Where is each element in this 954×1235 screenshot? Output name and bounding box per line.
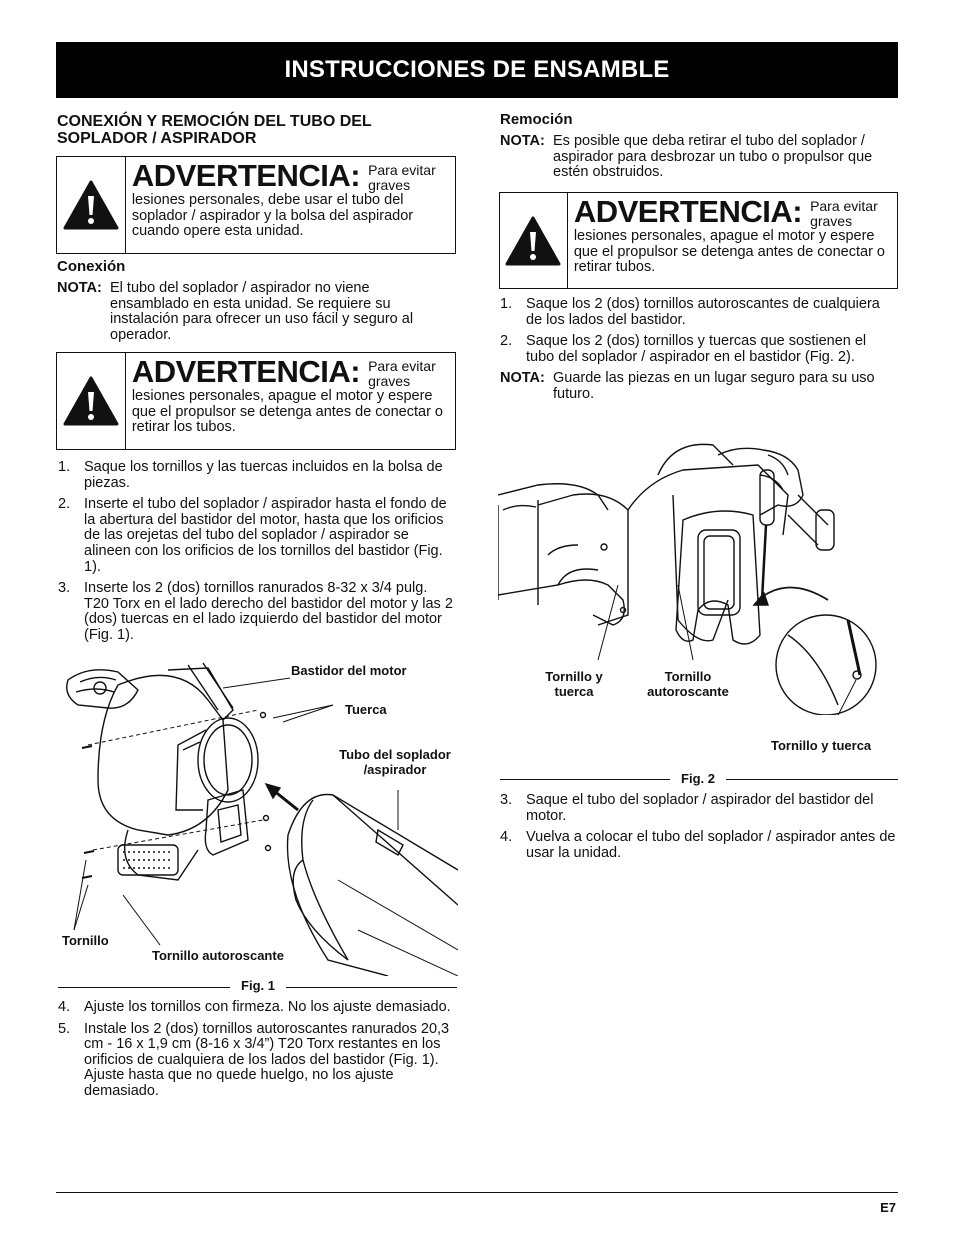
nota-conexion xyxy=(57,281,452,343)
warning-triangle-icon xyxy=(504,215,562,267)
warning-box-2 xyxy=(56,352,456,450)
warning-triangle-icon xyxy=(62,375,120,427)
list-item: 1. Saque los 2 (dos) tornillos autoroscantes de cualquiera de los lados del bastidor. xyxy=(500,296,880,328)
page-number: E7 xyxy=(880,1200,896,1215)
warning-lead: Para evitar graves xyxy=(368,358,436,389)
fig2-label-autoroscante: Tornillo autoroscante xyxy=(647,669,729,699)
list-item: 5. Instale los 2 (dos) tornillos autoroscantes ranurados 20,3 cm - 16 x 1,9 cm (8-16 x 3/4”) T20 Torx restantes en los orificios de cualquiera de los lados del bastidor (Fig. 1). Ajuste hasta que no quede huelgo, no los ajuste demasiado. xyxy=(58,1020,450,1099)
warning-text: lesiones personales, debe usar el tubo del soplador / aspirador y la bolsa del aspirador cuando opere esta unidad. xyxy=(131,192,414,240)
section-title: CONEXIÓN Y REMOCIÓN DEL TUBO DEL SOPLADOR / ASPIRADOR xyxy=(57,113,372,147)
warning-lead: Para evitar graves xyxy=(810,198,878,229)
list-item: 4. Ajuste los tornillos con firmeza. No los ajuste demasiado. xyxy=(58,999,451,1015)
nota-label: NOTA: xyxy=(57,280,102,296)
list-item: 3. Inserte los 2 (dos) tornillos ranurados 8-32 x 3/4 pulg. T20 Torx en el lado derecho del bastidor del motor y las 2 (dos) tuercas en el lado izquierdo del bastidor del motor (Fig. 1). xyxy=(58,580,453,643)
fig1-illustration xyxy=(58,660,458,976)
divider xyxy=(286,987,457,988)
warning-text: lesiones personales, apague el motor y espere que el propulsor se detenga antes de conectar o retirar tubos. xyxy=(573,228,885,276)
page-header xyxy=(56,42,898,98)
fig1-label-autoroscante: Tornillo autoroscante xyxy=(152,948,284,963)
divider xyxy=(58,987,230,988)
divider xyxy=(500,779,670,780)
fig1-label-tubo: Tubo del soplador /aspirador xyxy=(339,747,451,777)
steps-list-2 xyxy=(58,1000,454,1100)
fig1-label-tuerca: Tuerca xyxy=(345,702,387,717)
warning-triangle-icon xyxy=(62,179,120,231)
remocion-title: Remoción xyxy=(500,111,573,128)
list-item: 4. Vuelva a colocar el tubo del soplador / aspirador antes de usar la unidad. xyxy=(500,829,896,861)
steps-list-3 xyxy=(500,297,898,403)
list-item: 2. Inserte el tubo del soplador / aspirador hasta el fondo de la abertura del bastidor del motor, hasta que los orificios de las orejetas del tubo del soplador / aspirador se alineen con los orificios de los tornillos del bastidor (Fig. 1). xyxy=(58,496,447,575)
warning-word: ADVERTENCIA: xyxy=(573,194,803,229)
fig2-label-tornillo-tuerca: Tornillo y tuerca xyxy=(545,669,603,699)
fig1-label-tornillo: Tornillo xyxy=(62,933,109,948)
nota-remocion xyxy=(500,134,898,181)
list-item: 2. Saque los 2 (dos) tornillos y tuercas que sostienen el tubo del soplador / aspirador en el bastidor (Fig. 2). xyxy=(500,333,867,365)
list-item: 3. Saque el tubo del soplador / aspirador del bastidor del motor. xyxy=(500,792,874,824)
nota-text: El tubo del soplador / aspirador no viene ensamblado en esta unidad. Se requiere su instalación para ofrecer un uso fácil y seguro al operador. xyxy=(110,280,414,343)
nota-label: NOTA: xyxy=(500,133,545,149)
fig1-label-bastidor: Bastidor del motor xyxy=(291,663,407,678)
nota-text: Es posible que deba retirar el tubo del soplador / aspirador para desbrozar un tubo o propulsor que estén obstruidos. xyxy=(553,133,873,181)
steps-list-1 xyxy=(58,460,454,644)
warning-word: ADVERTENCIA: xyxy=(131,158,361,193)
header-title: INSTRUCCIONES DE ENSAMBLE xyxy=(284,56,670,83)
warning-text: lesiones personales, apague el motor y espere que el propulsor se detenga antes de conectar o retirar los tubos. xyxy=(131,388,443,436)
divider xyxy=(726,779,898,780)
nota-guarde: NOTA: Guarde las piezas en un lugar seguro para su uso futuro. xyxy=(500,370,875,402)
list-item: 1. Saque los tornillos y las tuercas incluidos en la bolsa de piezas. xyxy=(58,459,443,491)
steps-list-4 xyxy=(500,793,898,861)
warning-box-3 xyxy=(499,192,898,289)
footer-rule xyxy=(56,1192,898,1193)
warning-icon-cell xyxy=(57,157,126,253)
fig2-label-tornillo-y-tuerca: Tornillo y tuerca xyxy=(771,738,872,753)
conexion-title: Conexión xyxy=(57,258,126,275)
fig1-caption: Fig. 1 xyxy=(241,978,275,993)
warning-box-1 xyxy=(56,156,456,254)
fig2-caption: Fig. 2 xyxy=(681,771,715,786)
warning-lead: Para evitar graves xyxy=(368,162,436,193)
warning-word: ADVERTENCIA: xyxy=(131,354,361,389)
